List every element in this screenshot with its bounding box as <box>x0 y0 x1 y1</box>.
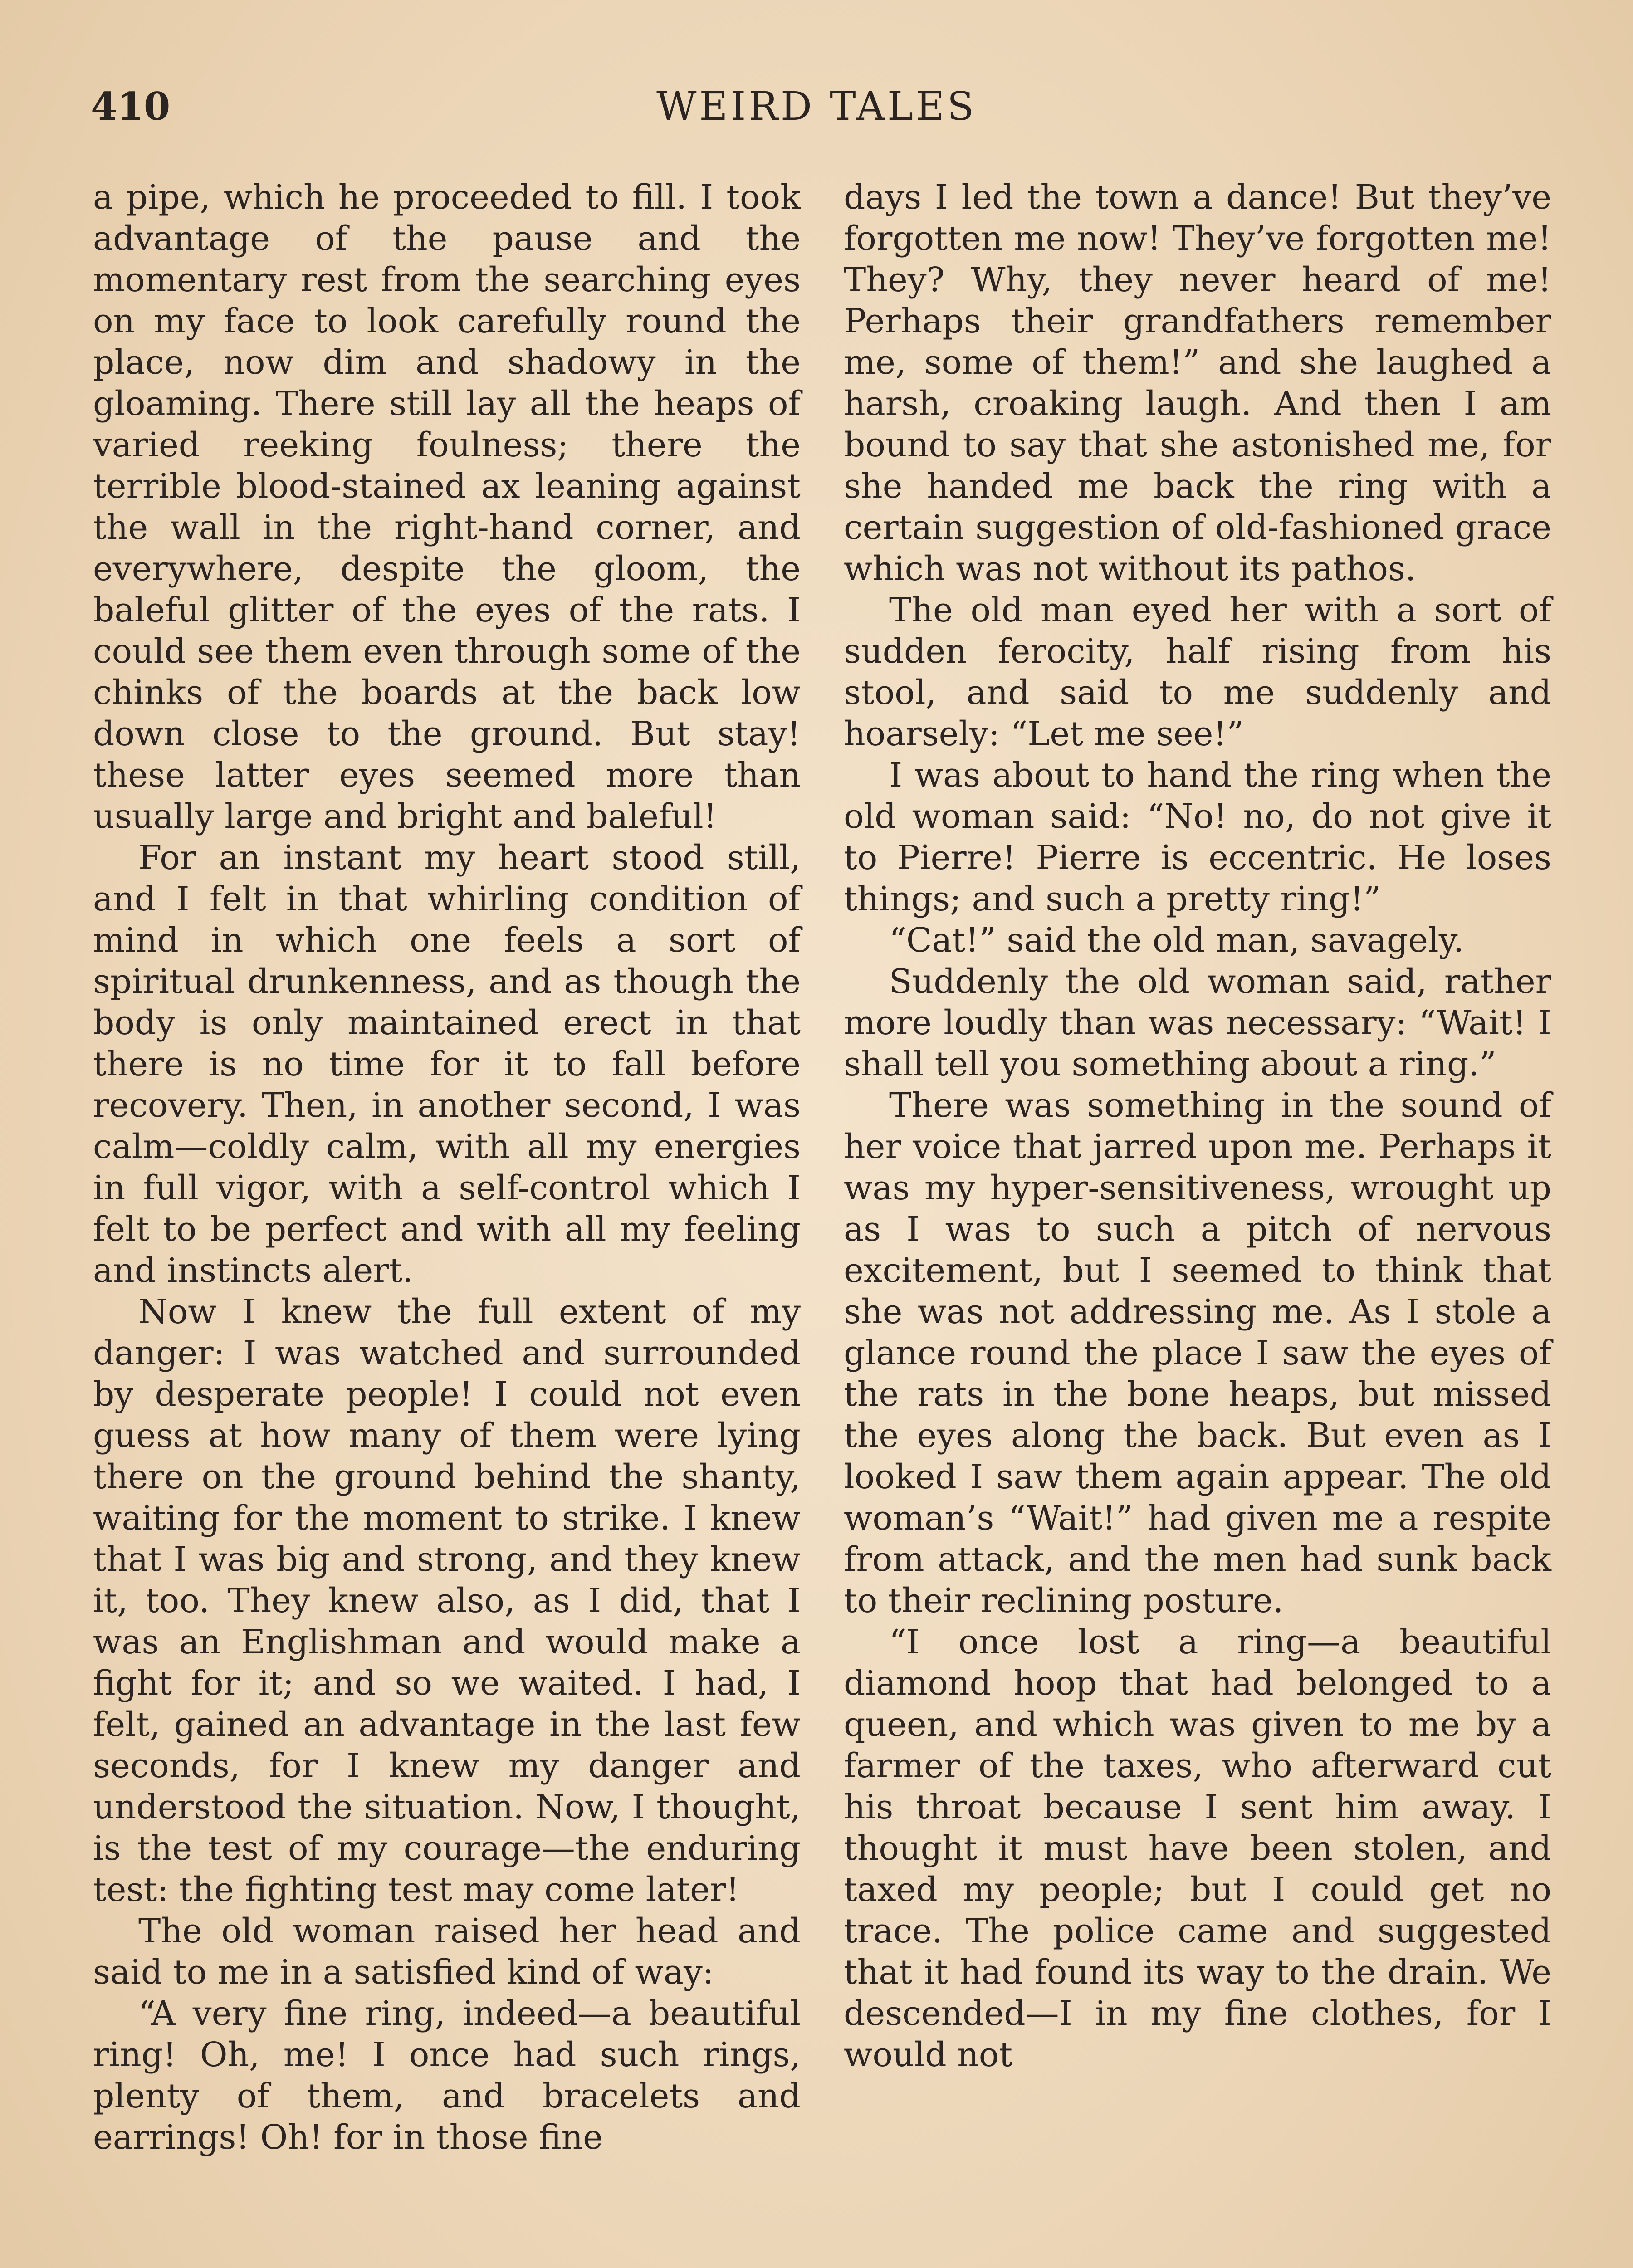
paragraph: a pipe, which he proceeded to fill. I took advantage of the pause and the momentary rest from the searching eyes on my face to look carefully round the place, now dim and shadowy in the gloaming. There still lay all the heaps of varied reeking foulness; there the terrible blood-stained ax leaning against the wall in the right-hand corner, and everywhere, despite the gloom, the baleful glitter of the eyes of the rats. I could see them even through some of the chinks of the boards at the back low down close to the ground. But stay! these latter eyes seemed more than usually large and bright and baleful! <box>93 178 801 836</box>
paragraph: “A very fine ring, indeed—a beautiful ring! Oh, me! I once had such rings, plenty of them, and bracelets and earrings! Oh! for in those fine <box>93 1994 801 2157</box>
paragraph: Now I knew the full extent of my danger: I was watched and surrounded by desperate people! I could not even guess at how many of them were lying there on the ground behind the shanty, waiting for the moment to strike. I knew that I was big and strong, and they knew it, too. They knew also, as I did, that I was an Englishman and would make a fight for it; and so we waited. I had, I felt, gained an advantage in the last few seconds, for I knew my danger and understood the situation. Now, I thought, is the test of my courage—the enduring test: the fighting test may come later! <box>93 1292 801 1909</box>
running-head: WEIRD TALES <box>656 84 977 129</box>
left-column <box>93 177 801 2158</box>
paragraph: I was about to hand the ring when the old woman said: “No! no, do not give it to Pierre! Pierre is eccentric. He loses things; and such a pretty ring!” <box>844 756 1551 919</box>
paragraph: Suddenly the old woman said, rather more loudly than was necessary: “Wait! I shall tell you something about a ring.” <box>844 962 1551 1084</box>
paragraph: “I once lost a ring—a beautiful diamond hoop that had belonged to a queen, and which was given to me by a farmer of the taxes, who afterward cut his throat because I sent him away. I thought it must have been stolen, and taxed my people; but I could get no trace. The police came and suggested that it had found its way to the drain. We descended—I in my fine clothes, for I would not <box>844 1623 1551 2074</box>
paragraph: The old man eyed her with a sort of sudden ferocity, half rising from his stool, and said to me suddenly and hoarsely: “Let me see!” <box>844 591 1551 753</box>
paragraph: days I led the town a dance! But they’ve forgotten me now! They’ve forgotten me! They? Why, they never heard of me! Perhaps their grandfathers remember me, some of them!” and she laughed a harsh, croaking laugh. And then I am bound to say that she astonished me, for she handed me back the ring with a certain suggestion of old-fashioned grace which was not without its pathos. <box>844 178 1551 588</box>
page-number: 410 <box>91 84 171 129</box>
page-header <box>91 77 1542 136</box>
paragraph: There was something in the sound of her voice that jarred upon me. Perhaps it was my hyper-sensitiveness, wrought up as I was to such a pitch of nervous excitement, but I seemed to think that she was not addressing me. As I stole a glance round the place I saw the eyes of the rats in the bone heaps, but missed the eyes along the back. But even as I looked I saw them again appear. The old woman’s “Wait!” had given me a respite from attack, and the men had sunk back to their reclining posture. <box>844 1086 1551 1620</box>
right-column <box>844 177 1551 2076</box>
paragraph: “Cat!” said the old man, savagely. <box>889 921 1464 960</box>
paragraph: For an instant my heart stood still, and I felt in that whirling condition of mind in which one feels a sort of spiritual drunkenness, and as though the body is only maintained erect in that there is no time for it to fall before recovery. Then, in another second, I was calm—coldly calm, with all my energies in full vigor, with a self-control which I felt to be perfect and with all my feeling and instincts alert. <box>93 838 801 1290</box>
paragraph: The old woman raised her head and said to me in a satisfied kind of way: <box>93 1911 801 1992</box>
